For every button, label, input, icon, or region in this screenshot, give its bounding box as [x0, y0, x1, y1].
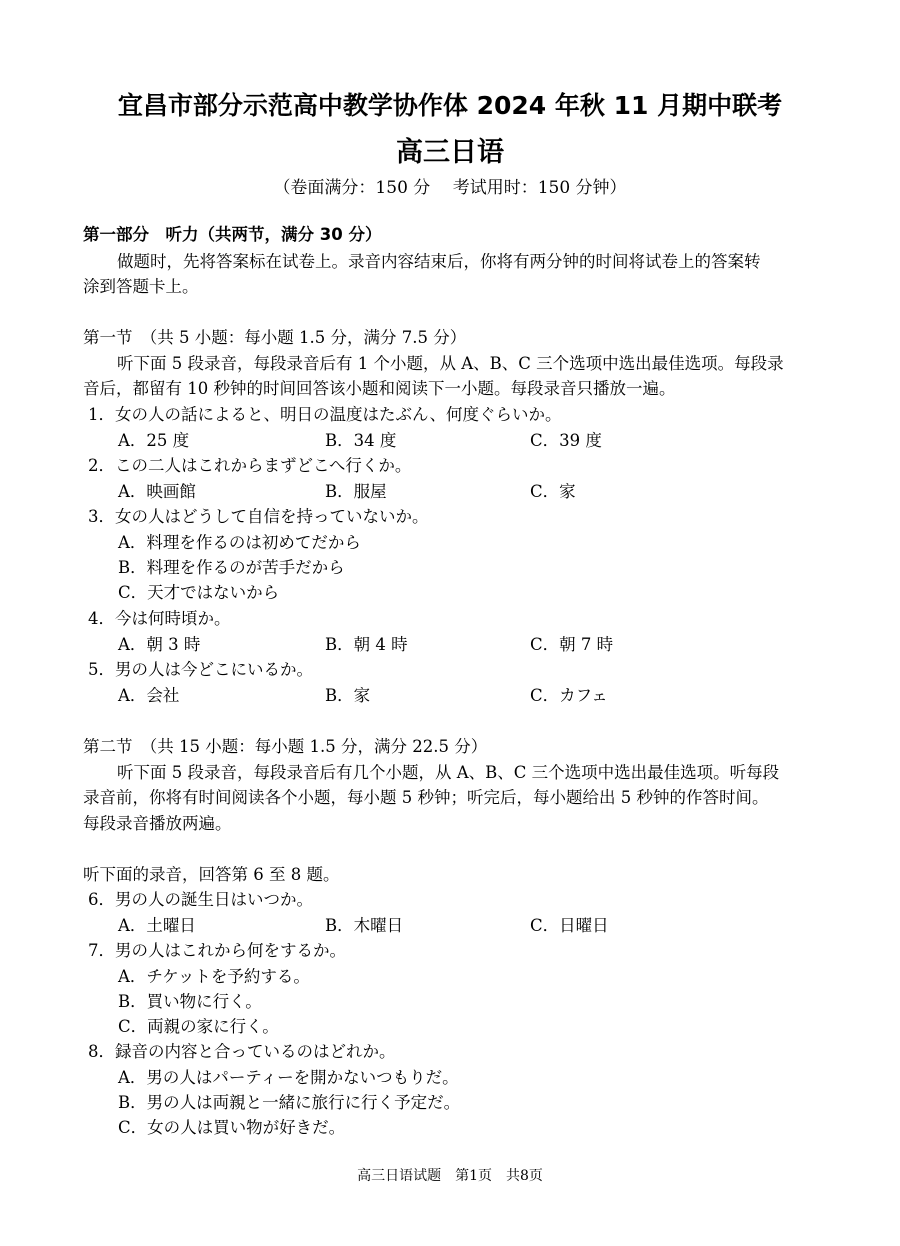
- option-a: A．映画館: [118, 482, 196, 501]
- question-stem: 7．男の人はこれから何をするか。: [88, 941, 346, 960]
- part1-intro-line1: 做题时，先将答案标在试卷上。录音内容结束后，你将有两分钟的时间将试卷上的答案转: [117, 252, 761, 271]
- section2-intro-line3: 每段录音播放两遍。: [83, 814, 232, 833]
- option-b: B．木曜日: [325, 916, 404, 935]
- question-stem: 1．女の人の話によると、明日の温度はたぶん、何度ぐらいか。: [88, 405, 562, 424]
- option-b: B．服屋: [325, 482, 387, 501]
- option-a: A．朝 3 時: [118, 635, 201, 654]
- option-c: C．両親の家に行く。: [118, 1017, 279, 1036]
- question-stem: 6．男の人の誕生日はいつか。: [88, 890, 313, 909]
- part1-intro-line2: 涂到答题卡上。: [83, 277, 199, 296]
- exam-title: 宜昌市部分示范高中教学协作体 2024 年秋 11 月期中联考: [117, 91, 783, 120]
- option-c: C．朝 7 時: [530, 635, 614, 654]
- question-stem: 2．この二人はこれからまずどこへ行くか。: [88, 456, 412, 475]
- option-b: B．34 度: [325, 431, 397, 450]
- section2-intro-line1: 听下面 5 段录音，每段录音后有几个小题，从 A、B、C 三个选项中选出最佳选项。听每段: [117, 763, 780, 782]
- section1-intro-line1: 听下面 5 段录音，每段录音后有 1 个小题，从 A、B、C 三个选项中选出最佳选项。每段录: [117, 354, 784, 373]
- option-c: C．カフェ: [530, 686, 608, 705]
- option-a: A．会社: [118, 686, 180, 705]
- option-c: C．日曜日: [530, 916, 609, 935]
- part1-heading: 第一部分 听力（共两节，满分 30 分）: [83, 225, 382, 244]
- option-b: B．男の人は両親と一緒に旅行に行く予定だ。: [118, 1093, 461, 1112]
- option-c: C．天才ではないから: [118, 583, 280, 602]
- option-c: C．39 度: [530, 431, 602, 450]
- option-a: A．チケットを予約する。: [118, 967, 310, 986]
- question-stem: 8．録音の内容と合っているのはどれか。: [88, 1042, 396, 1061]
- option-b: B．買い物に行く。: [118, 992, 262, 1011]
- option-b: B．家: [325, 686, 371, 705]
- option-b: B．料理を作るのが苦手だから: [118, 558, 345, 577]
- option-a: A．土曜日: [118, 916, 196, 935]
- section1-heading: 第一节 （共 5 小题：每小题 1.5 分，满分 7.5 分）: [83, 328, 467, 347]
- option-a: A．料理を作るのは初めてだから: [118, 533, 361, 552]
- section2-heading: 第二节 （共 15 小题：每小题 1.5 分，满分 22.5 分）: [83, 737, 488, 756]
- subject-title: 高三日语: [396, 137, 504, 168]
- page-footer: 高三日语试题 第1页 共8页: [357, 1168, 543, 1184]
- option-c: C．女の人は買い物が好きだ。: [118, 1118, 346, 1137]
- option-a: A．25 度: [118, 431, 190, 450]
- section2-intro-line2: 录音前，你将有时间阅读各个小题，每小题 5 秒钟；听完后，每小题给出 5 秒钟的作答时间。: [83, 788, 769, 807]
- option-a: A．男の人はパーティーを開かないつもりだ。: [118, 1068, 459, 1087]
- option-b: B．朝 4 時: [325, 635, 408, 654]
- question-stem: 5．男の人は今どこにいるか。: [88, 660, 313, 679]
- question-stem: 4．今は何時頃か。: [88, 609, 231, 628]
- exam-meta: （卷面满分：150 分 考试用时：150 分钟）: [273, 178, 627, 198]
- group-intro: 听下面的录音，回答第 6 至 8 题。: [83, 865, 340, 884]
- option-c: C．家: [530, 482, 576, 501]
- section1-intro-line2: 音后，都留有 10 秒钟的时间回答该小题和阅读下一小题。每段录音只播放一遍。: [83, 379, 676, 398]
- question-stem: 3．女の人はどうして自信を持っていないか。: [88, 507, 429, 526]
